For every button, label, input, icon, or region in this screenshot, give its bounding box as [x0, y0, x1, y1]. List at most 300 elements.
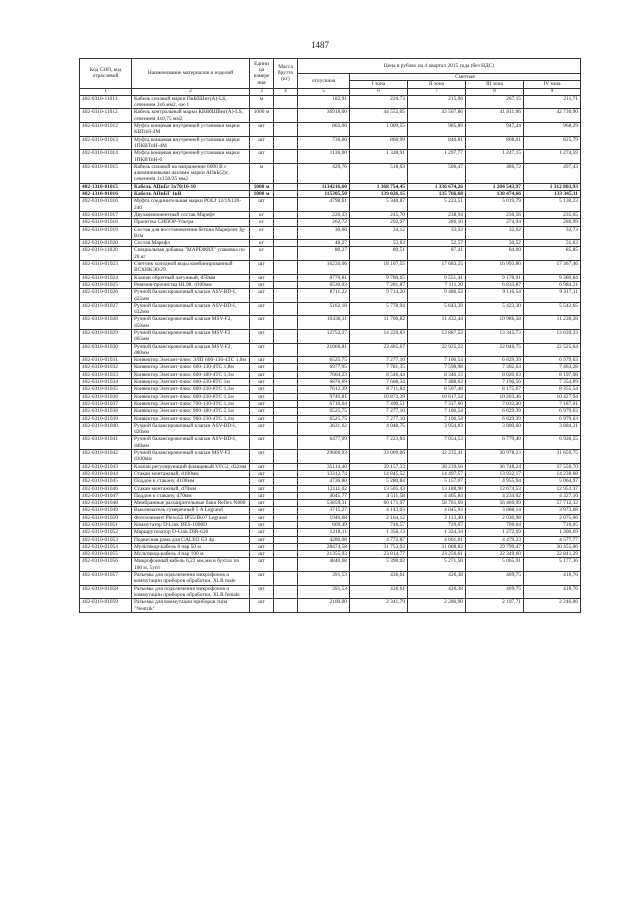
row-mass: [274, 302, 298, 316]
row-zone-4-price: 5 177,36: [524, 558, 581, 572]
row-zone-3-price: 130 474,66: [466, 191, 524, 198]
row-mass: [274, 274, 298, 281]
row-zone-2-price: 506,47: [408, 163, 466, 183]
row-code: 402-0310-01019: [80, 226, 132, 240]
row-zone-4-price: 8 197,08: [524, 371, 581, 378]
header-zone-2: II зона: [408, 81, 466, 88]
row-release-price: 9749,81: [298, 393, 350, 400]
row-mass: [274, 450, 298, 464]
row-code: 402-0310-01018: [80, 219, 132, 226]
row-zone-4-price: 42 730,90: [524, 109, 581, 123]
row-code: 402-0310-11012: [80, 109, 132, 123]
row-zone-2-price: 215,96: [408, 95, 466, 109]
row-release-price: 7664,23: [298, 371, 350, 378]
row-unit: шт: [250, 572, 274, 586]
row-zone-3-price: 12 674,53: [466, 485, 524, 492]
row-zone-1-price: 8 546,44: [350, 371, 408, 378]
row-release-price: 12111,02: [298, 485, 350, 492]
row-mass: [274, 183, 298, 190]
row-name: Мультикор-кабель 4 пар 100 м: [132, 551, 250, 558]
row-code: 402-0310-01028: [80, 316, 132, 330]
row-zone-1-price: 11 706,82: [350, 316, 408, 330]
row-unit: шт: [250, 529, 274, 536]
row-unit: шт: [250, 543, 274, 550]
row-mass: [274, 470, 298, 477]
row-zone-1-price: 23 485,67: [350, 343, 408, 357]
row-code: 402-0310-11011: [80, 95, 132, 109]
row-unit: шт: [250, 485, 274, 492]
row-release-price: 6525,75: [298, 415, 350, 422]
row-release-price: 30,60: [298, 226, 350, 240]
row-zone-3-price: 13 932,17: [466, 470, 524, 477]
row-zone-3-price: 13 345,73: [466, 329, 524, 343]
row-zone-3-price: 6 829,39: [466, 357, 524, 364]
row-zone-3-price: 230,56: [466, 211, 524, 218]
row-zone-4-price: 6 979,63: [524, 408, 581, 415]
row-zone-3-price: 6 829,39: [466, 415, 524, 422]
row-zone-4-price: 30 455,06: [524, 543, 581, 550]
row-zone-4-price: 85,85: [524, 247, 581, 261]
row-unit: шт: [250, 357, 274, 364]
row-name: Кабель АПвБГ 1кВ: [132, 191, 250, 198]
row-code: 402-0310-01033: [80, 371, 132, 378]
row-name: Ручной балансировочный клапан ASV-BD-I, d40мм: [132, 436, 250, 450]
table-row: [80, 379, 581, 386]
row-zone-1-price: 14 220,83: [350, 329, 408, 343]
row-zone-1-price: 13 505,43: [350, 485, 408, 492]
row-unit: кг: [250, 247, 274, 261]
row-name: Состав Марефл: [132, 240, 250, 247]
row-code: 402-0310-01044: [80, 470, 132, 477]
row-zone-2-price: 729,07: [408, 522, 466, 529]
row-zone-1-price: 5 778,94: [350, 302, 408, 316]
row-release-price: 8711,22: [298, 289, 350, 303]
table-row: [80, 478, 581, 485]
row-code: 402-0310-01043: [80, 463, 132, 470]
row-zone-2-price: 426,38: [408, 572, 466, 586]
table-row: [80, 536, 581, 543]
row-zone-1-price: 60 171,97: [350, 500, 408, 507]
row-release-price: 4798,61: [298, 198, 350, 212]
row-zone-4-price: 280,99: [524, 219, 581, 226]
row-zone-2-price: 7 106,54: [408, 408, 466, 415]
table-row: [80, 136, 581, 150]
row-zone-2-price: 7 106,54: [408, 415, 466, 422]
table-row: [80, 408, 581, 415]
row-name: Кабель силовой на напряжение 6000 В с алюминиевыми жилами марки АПвБ(2)г, сечением 1х150/25 мм2: [132, 163, 250, 183]
row-zone-4-price: 7 187,01: [524, 400, 581, 407]
row-name: Конвектор Элегант-плюс ЭЛП 600-130-4ТС 1,0м: [132, 357, 250, 364]
row-zone-4-price: 51,63: [524, 240, 581, 247]
row-zone-4-price: 22 525,64: [524, 343, 581, 357]
row-zone-4-price: 11 228,28: [524, 316, 581, 330]
row-code: 402-0310-01015: [80, 163, 132, 183]
row-unit: шт: [250, 585, 274, 599]
row-release-price: 4045,77: [298, 492, 350, 499]
header-code: Код СНП, код отраслевой: [80, 59, 132, 89]
row-zone-3-price: 1 247,15: [466, 150, 524, 164]
row-zone-4-price: 235,65: [524, 211, 581, 218]
row-zone-3-price: 10 986,58: [466, 316, 524, 330]
row-zone-1-price: 5 398,02: [350, 558, 408, 572]
row-mass: [274, 422, 298, 436]
row-zone-1-price: 860,99: [350, 136, 408, 150]
row-zone-4-price: 716,05: [524, 522, 581, 529]
row-zone-3-price: 5 019,79: [466, 198, 524, 212]
table-row: [80, 123, 581, 137]
row-release-price: 669,49: [298, 522, 350, 529]
row-unit: шт: [250, 408, 274, 415]
row-zone-2-price: 7 106,54: [408, 357, 466, 364]
row-zone-4-price: 32,73: [524, 226, 581, 240]
row-zone-2-price: 4 405,84: [408, 492, 466, 499]
header-mass: Масса брутто (кг): [274, 59, 298, 89]
row-name: Разъемы для подключения микрофонов и коммутации приборов обработки, XLR female: [132, 585, 250, 599]
row-zone-1-price: 10 872,39: [350, 393, 408, 400]
table-row: [80, 329, 581, 343]
table-row: [80, 219, 581, 226]
row-release-price: 4840,68: [298, 558, 350, 572]
row-zone-3-price: 2 030,98: [466, 514, 524, 521]
table-body: [80, 88, 581, 612]
row-zone-2-price: 7 488,62: [408, 379, 466, 386]
row-mass: [274, 536, 298, 543]
row-code: 402-0310-01053: [80, 536, 132, 543]
row-zone-2-price: 5 643,39: [408, 302, 466, 316]
table-row: [80, 343, 581, 357]
row-zone-3-price: 409,75: [466, 572, 524, 586]
row-code: 402-1310-01015: [80, 183, 132, 190]
row-release-price: 12752,37: [298, 329, 350, 343]
row-zone-4-price: 211,71: [524, 95, 581, 109]
table-row: [80, 558, 581, 572]
row-mass: [274, 281, 298, 288]
row-zone-1-price: 245,70: [350, 211, 408, 218]
row-zone-2-price: 1 336 674,26: [408, 183, 466, 190]
row-zone-4-price: 14 238,68: [524, 470, 581, 477]
row-release-price: 7612,39: [298, 386, 350, 393]
row-release-price: 3715,27: [298, 507, 350, 514]
row-mass: [274, 364, 298, 371]
row-name: Коммутатор D-Link DES-1008D: [132, 522, 250, 529]
row-name: Мультикор-кабель 8 пар 50 м: [132, 543, 250, 550]
row-zone-3-price: 5 065,91: [466, 558, 524, 572]
table-row: [80, 415, 581, 422]
column-number-row: [80, 88, 581, 95]
column-number: 7: [408, 88, 466, 95]
row-zone-1-price: 292,97: [350, 219, 408, 226]
row-name: Ручной балансировочный клапан ASV-BD-I, d25мм: [132, 289, 250, 303]
row-zone-1-price: 7 277,10: [350, 408, 408, 415]
row-zone-4-price: 57 712,32: [524, 500, 581, 507]
row-release-price: 80,27: [298, 247, 350, 261]
row-release-price: 10436,11: [298, 316, 350, 330]
row-zone-3-price: 8 020,63: [466, 371, 524, 378]
row-zone-3-price: 6 829,39: [466, 408, 524, 415]
row-unit: кг: [250, 240, 274, 247]
row-name: Микрофонный кабель 6,22 мм,мм в бухтах по 100 м, 5упт: [132, 558, 250, 572]
row-unit: шт: [250, 436, 274, 450]
row-unit: шт: [250, 393, 274, 400]
row-zone-1-price: 4 143,03: [350, 507, 408, 514]
row-zone-3-price: 16 993,80: [466, 261, 524, 275]
row-code: 402-0310-01012: [80, 123, 132, 137]
row-zone-4-price: 418,76: [524, 572, 581, 586]
row-name: Конвектор Элегант-плюс 600-230-8ТС 1,5м: [132, 393, 250, 400]
row-mass: [274, 329, 298, 343]
row-release-price: 5162,18: [298, 302, 350, 316]
header-zone-3: III зона: [466, 81, 524, 88]
row-zone-2-price: 22 935,22: [408, 343, 466, 357]
row-zone-4-price: 825,79: [524, 136, 581, 150]
row-zone-4-price: 497,43: [524, 163, 581, 183]
row-zone-1-price: 34,12: [350, 226, 408, 240]
table-row: [80, 150, 581, 164]
table-row: [80, 514, 581, 521]
row-release-price: 16230,06: [298, 261, 350, 275]
row-zone-2-price: 985,89: [408, 123, 466, 137]
row-mass: [274, 400, 298, 407]
row-mass: [274, 492, 298, 499]
row-release-price: 36918,00: [298, 109, 350, 123]
row-unit: 1000 м: [250, 191, 274, 198]
row-unit: шт: [250, 415, 274, 422]
row-name: Муфта концевая внутренней установки марки КВТпН-4М: [132, 123, 250, 137]
row-name: Подвесная рама для GALEO G3 4р: [132, 536, 250, 543]
row-zone-2-price: 5 271,50: [408, 558, 466, 572]
row-zone-4-price: 7 354,89: [524, 379, 581, 386]
row-release-price: 4280,08: [298, 536, 350, 543]
row-unit: шт: [250, 274, 274, 281]
row-zone-2-price: 38 239,56: [408, 463, 466, 470]
row-unit: шт: [250, 198, 274, 212]
row-code: 402-0310-01048: [80, 500, 132, 507]
row-mass: [274, 415, 298, 422]
row-zone-3-price: 947,44: [466, 123, 524, 137]
table-row: [80, 500, 581, 507]
row-zone-3-price: 32,02: [466, 226, 524, 240]
row-mass: [274, 543, 298, 550]
row-code: 402-0310-01055: [80, 551, 132, 558]
row-release-price: 262,72: [298, 219, 350, 226]
row-zone-2-price: 7 598,98: [408, 364, 466, 371]
row-release-price: 35114,40: [298, 463, 350, 470]
row-zone-2-price: 9 551,41: [408, 274, 466, 281]
table-row: [80, 183, 581, 190]
table-row: [80, 302, 581, 316]
row-zone-2-price: 87,41: [408, 247, 466, 261]
row-zone-2-price: 5 157,07: [408, 478, 466, 485]
row-mass: [274, 316, 298, 330]
row-mass: [274, 163, 298, 183]
row-name: Пропитка СИПОР-Ультра: [132, 219, 250, 226]
column-number: 1: [80, 88, 132, 95]
row-mass: [274, 507, 298, 514]
table-row: [80, 599, 581, 613]
row-zone-1-price: 9 780,65: [350, 274, 408, 281]
row-unit: шт: [250, 463, 274, 470]
row-zone-2-price: 1 324,34: [408, 529, 466, 536]
row-zone-3-price: 3 800,60: [466, 422, 524, 436]
table-row: [80, 400, 581, 407]
row-zone-2-price: 3 954,83: [408, 422, 466, 436]
row-unit: шт: [250, 470, 274, 477]
row-release-price: 29600,93: [298, 450, 350, 464]
row-code: 402-0310-11020: [80, 247, 132, 261]
row-name: Конвектор Элегант-плюс 900-230-4ТС 1,1м: [132, 415, 250, 422]
table-row: [80, 240, 581, 247]
table-row: [80, 198, 581, 212]
row-zone-3-price: 36 748,24: [466, 463, 524, 470]
row-code: 402-0310-01025: [80, 281, 132, 288]
row-zone-4-price: 8 355,54: [524, 386, 581, 393]
row-zone-1-price: 7 281,87: [350, 281, 408, 288]
row-release-price: 391,53: [298, 572, 350, 586]
row-zone-2-price: 58 761,69: [408, 500, 466, 507]
row-name: Состав для восстановления бетона Марерлит Ig-Вгм: [132, 226, 250, 240]
row-release-price: 115305,50: [298, 191, 350, 198]
row-zone-4-price: 1 300,69: [524, 529, 581, 536]
row-zone-2-price: 14 497,57: [408, 470, 466, 477]
price-table: [79, 58, 581, 613]
row-unit: м: [250, 95, 274, 109]
row-zone-2-price: 2 286,90: [408, 599, 466, 613]
row-zone-1-price: 7 277,10: [350, 357, 408, 364]
row-mass: [274, 393, 298, 400]
row-zone-1-price: 1 009,55: [350, 123, 408, 137]
row-zone-3-price: 700,64: [466, 522, 524, 529]
table-row: [80, 507, 581, 514]
row-unit: шт: [250, 316, 274, 330]
row-mass: [274, 463, 298, 470]
row-code: 402-0310-01037: [80, 400, 132, 407]
row-release-price: 1136,00: [298, 150, 350, 164]
row-release-price: 6525,75: [298, 408, 350, 415]
row-name: Конвектор Элегант-плюс 700-130-4ТС 1,1м: [132, 400, 250, 407]
row-zone-2-price: 32 235,41: [408, 450, 466, 464]
row-code: 402-0310-01039: [80, 415, 132, 422]
row-mass: [274, 514, 298, 521]
row-zone-1-price: 1 368 754,45: [350, 183, 408, 190]
row-mass: [274, 198, 298, 212]
row-code: 402-0310-01056: [80, 558, 132, 572]
table-row: [80, 274, 581, 281]
row-name: Разъемы для коммутации приборов типа "Neutrik": [132, 599, 250, 613]
row-name: Ручной балансировочный клапан ASV-BD-I, d20мм: [132, 422, 250, 436]
row-name: Конвектор Элегант-плюс 600-130-4ТС 1,8м: [132, 364, 250, 371]
row-mass: [274, 485, 298, 492]
column-number: 2: [132, 88, 250, 95]
row-zone-2-price: 4 661,01: [408, 536, 466, 543]
row-zone-3-price: 486,72: [466, 163, 524, 183]
row-zone-2-price: 8 346,13: [408, 371, 466, 378]
row-release-price: 6716,64: [298, 400, 350, 407]
row-zone-3-price: 2 197,71: [466, 599, 524, 613]
row-code: 402-0310-01017: [80, 211, 132, 218]
row-zone-3-price: 4 955,94: [466, 478, 524, 485]
row-code: 402-0310-01052: [80, 529, 132, 536]
row-release-price: 6876,69: [298, 379, 350, 386]
row-unit: шт: [250, 522, 274, 529]
row-zone-4-price: 418,76: [524, 585, 581, 599]
row-zone-2-price: 7 054,53: [408, 436, 466, 450]
table-row: [80, 551, 581, 558]
row-zone-1-price: 18 107,55: [350, 261, 408, 275]
row-mass: [274, 247, 298, 261]
row-name: Кабель АПвБг 3х70/16-10: [132, 183, 250, 190]
column-number: 5: [298, 88, 350, 95]
column-number: 6: [350, 88, 408, 95]
row-unit: шт: [250, 302, 274, 316]
row-zone-2-price: 23 256,61: [408, 551, 466, 558]
row-zone-2-price: 238,94: [408, 211, 466, 218]
row-zone-3-price: 6 833,87: [466, 281, 524, 288]
row-zone-2-price: 4 045,93: [408, 507, 466, 514]
row-name: Разъемы для подключения микрофонов и коммутации приборов обработки, XLR male: [132, 572, 250, 586]
row-release-price: 3631,62: [298, 422, 350, 436]
header-zone-4: IV зона: [524, 81, 581, 88]
row-zone-1-price: 5 280,84: [350, 478, 408, 485]
table-row: [80, 386, 581, 393]
row-zone-2-price: 5 223,51: [408, 198, 466, 212]
row-zone-1-price: 7 490,51: [350, 400, 408, 407]
row-zone-3-price: 6 779,40: [466, 436, 524, 450]
row-release-price: 391,53: [298, 585, 350, 599]
row-release-price: 1940,68: [298, 514, 350, 521]
row-name: Мембранные расширительные баки Reflex N800: [132, 500, 250, 507]
row-unit: шт: [250, 551, 274, 558]
row-zone-3-price: 274,94: [466, 219, 524, 226]
row-zone-1-price: 4 772,87: [350, 536, 408, 543]
row-mass: [274, 478, 298, 485]
row-zone-4-price: 22 841,29: [524, 551, 581, 558]
row-unit: кг: [250, 226, 274, 240]
row-code: 402-0310-01050: [80, 514, 132, 521]
row-unit: шт: [250, 599, 274, 613]
row-unit: шт: [250, 379, 274, 386]
row-name: Кабель силовой марки ПвБбШнг(А)-LS, сечением 3х6 мм2, ож-1: [132, 95, 250, 109]
row-zone-4-price: 5 064,97: [524, 478, 581, 485]
row-zone-4-price: 13 639,33: [524, 329, 581, 343]
column-number: 8: [466, 88, 524, 95]
row-name: Муфта концевая внутренней установки марки 1ПКВТпН-6: [132, 150, 250, 164]
row-zone-2-price: 33,32: [408, 226, 466, 240]
row-name: Специальная добавка "МАРЕФИЛ" упаковка по 20 кг: [132, 247, 250, 261]
row-unit: шт: [250, 478, 274, 485]
row-zone-4-price: 6 979,63: [524, 357, 581, 364]
row-code: 402-0310-01023: [80, 261, 132, 275]
row-zone-4-price: 5 130,23: [524, 198, 581, 212]
table-row: [80, 109, 581, 123]
row-mass: [274, 123, 298, 137]
row-mass: [274, 211, 298, 218]
row-name: Конвектор Элегант-плюс 900-180-4ТС 2,1м: [132, 408, 250, 415]
row-zone-3-price: 207,15: [466, 95, 524, 109]
row-code: 402-0310-01027: [80, 302, 132, 316]
row-zone-2-price: 840,81: [408, 136, 466, 150]
row-mass: [274, 150, 298, 164]
header-release: отпускная: [298, 74, 350, 89]
row-zone-3-price: 22 040,75: [466, 343, 524, 357]
row-zone-4-price: 133 345,11: [524, 191, 581, 198]
row-zone-2-price: 286,10: [408, 219, 466, 226]
row-zone-3-price: 30 978,23: [466, 450, 524, 464]
row-zone-3-price: 7 302,63: [466, 364, 524, 371]
row-zone-1-price: 518,63: [350, 163, 408, 183]
row-release-price: 182,91: [298, 95, 350, 109]
row-code: 402-0310-01049: [80, 507, 132, 514]
row-name: Выключатель сумеречный 5 A Legrand: [132, 507, 250, 514]
